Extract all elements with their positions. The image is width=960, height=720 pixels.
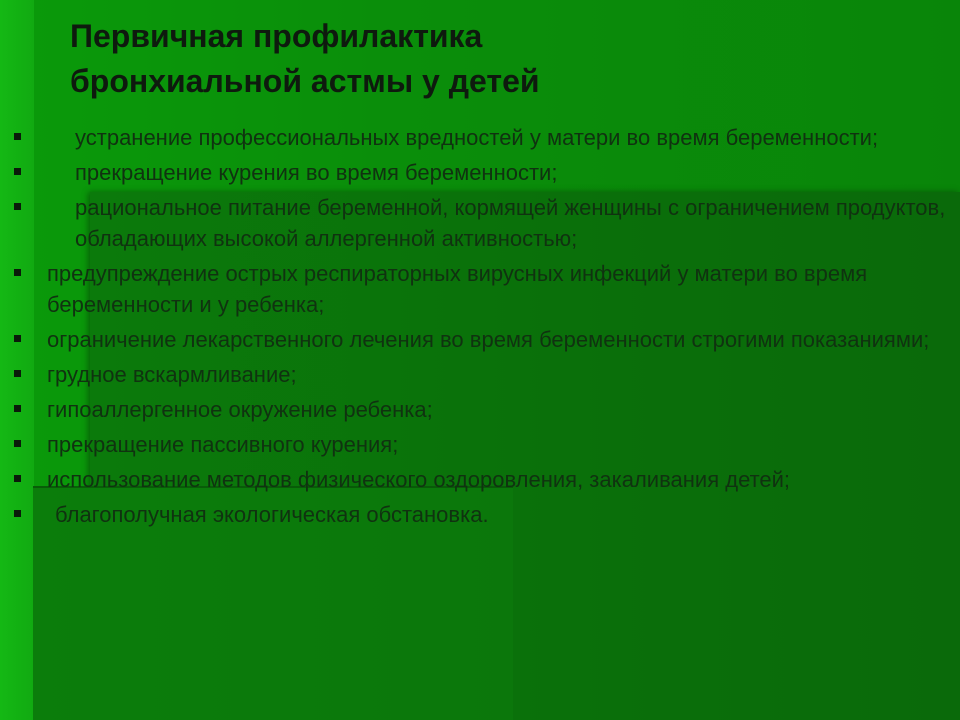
list-item [0,258,960,320]
slide-title [70,14,920,104]
title-line-2: бронхиальной астмы у детей [70,63,540,99]
square-bullet-icon [14,269,21,276]
list-item [0,429,960,460]
list-item-text: ограничение лекарственного лечения во время беременности строгими показаниями; [47,327,930,352]
square-bullet-icon [14,203,21,210]
square-bullet-icon [14,370,21,377]
list-item-text: гипоаллергенное окружение ребенка; [47,397,433,422]
list-item [0,157,960,188]
square-bullet-icon [14,510,21,517]
title-line-1: Первичная профилактика [70,18,483,54]
square-bullet-icon [14,168,21,175]
list-item [0,499,960,530]
list-item-text: использование методов физического оздоровления, закаливания детей; [47,467,791,492]
square-bullet-icon [14,133,21,140]
list-item-text: грудное вскармливание; [47,362,297,387]
square-bullet-icon [14,335,21,342]
list-item [0,192,960,254]
list-item [0,464,960,495]
bullet-list [0,122,960,534]
list-item-text: прекращение пассивного курения; [47,432,399,457]
square-bullet-icon [14,475,21,482]
list-item-text: прекращение курения во время беременности; [75,160,558,185]
square-bullet-icon [14,405,21,412]
list-item [0,324,960,355]
list-item [0,359,960,390]
list-item-text: благополучная экологическая обстановка. [55,502,489,527]
list-item [0,122,960,153]
list-item-text: предупреждение острых респираторных вирусных инфекций у матери во время беременности и у ребенка; [47,261,868,317]
square-bullet-icon [14,440,21,447]
list-item-text: устранение профессиональных вредностей у матери во время беременности; [75,125,879,150]
list-item [0,394,960,425]
list-item-text: рациональное питание беременной, кормящей женщины с ограничением продуктов, обладающих высокой аллергенной активностью; [75,195,946,251]
